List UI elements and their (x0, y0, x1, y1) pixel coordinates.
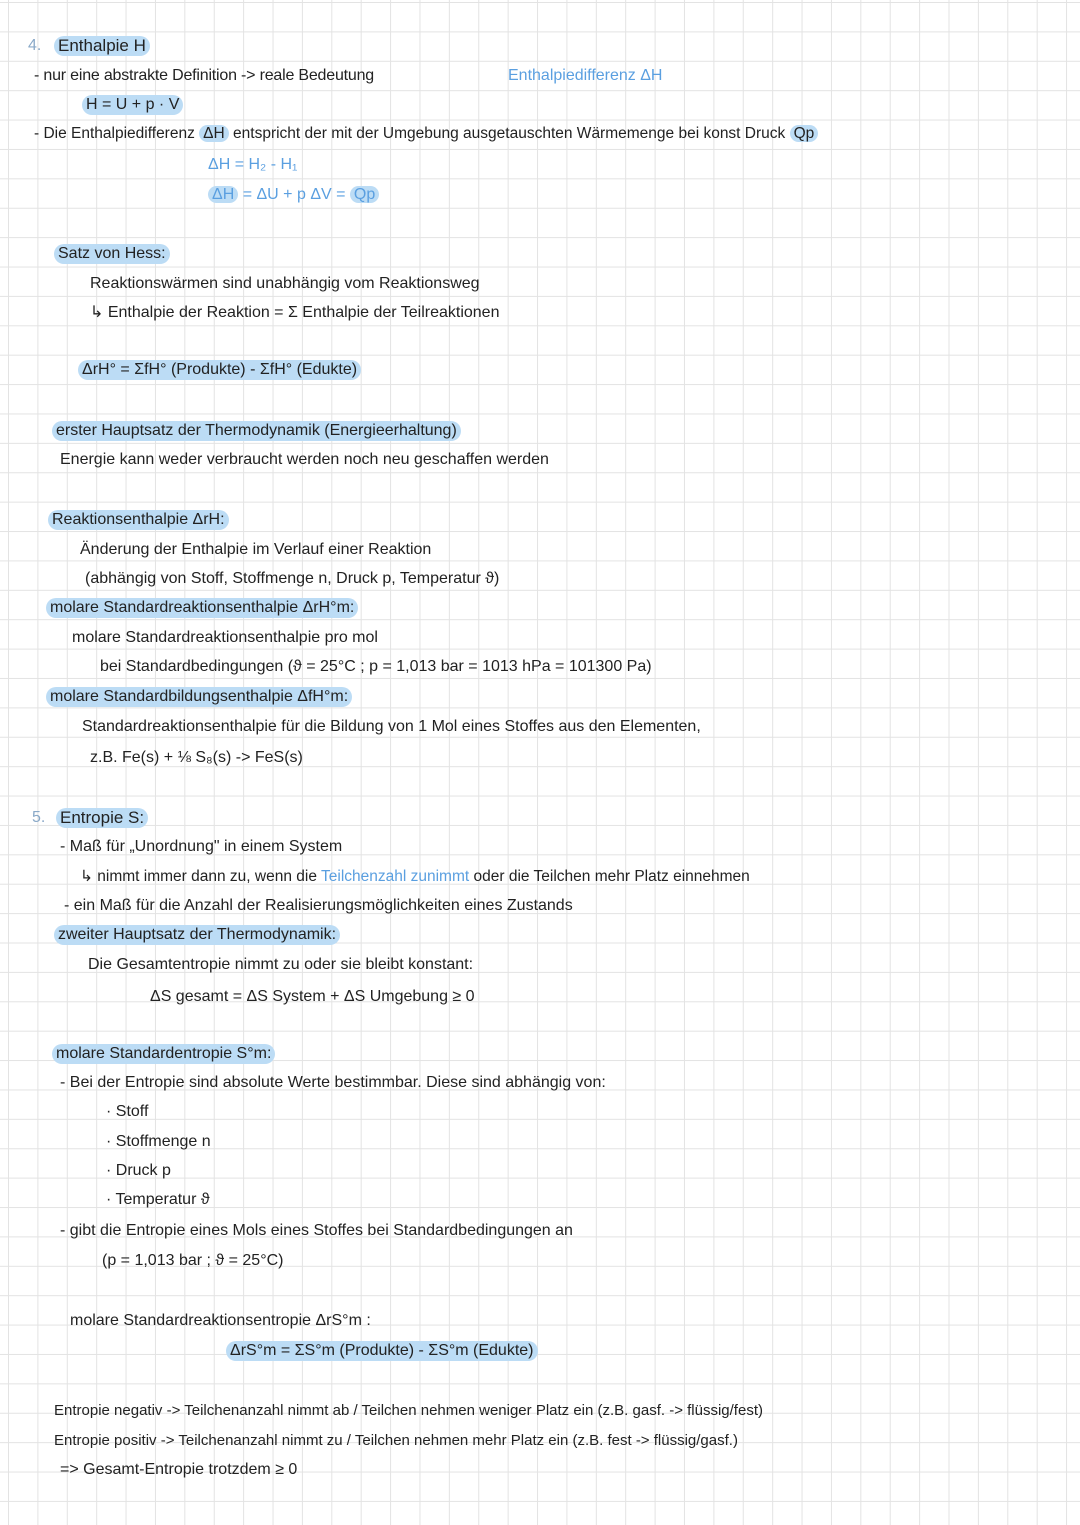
text: - Die Enthalpiedifferenz (34, 125, 195, 142)
text: = ΔU + p ΔV = (242, 186, 346, 203)
list-item: · Temperatur ϑ (106, 1191, 210, 1208)
text-line: Entropie negativ -> Teilchenanzahl nimmt ab / Teilchen nehmen weniger Platz ein (z.B. gasf. -> flüssig/fest) (54, 1402, 763, 1419)
qp: Qp (790, 125, 819, 142)
qp: Qp (350, 186, 379, 203)
text: ↳ nimmt immer dann zu, wenn die (80, 868, 317, 885)
formula: H = U + p · V (82, 95, 183, 115)
heading: molare Standardreaktionsenthalpie ΔrH°m: (46, 598, 358, 618)
text-line: - nur eine abstrakte Definition -> reale Bedeutung (34, 67, 374, 84)
heading: Satz von Hess: (54, 244, 170, 264)
text-blue: Teilchenzahl zunimmt (321, 868, 470, 885)
text-line: (abhängig von Stoff, Stoffmenge n, Druck p, Temperatur ϑ) (85, 570, 500, 587)
text-line: Änderung der Enthalpie im Verlauf einer Reaktion (80, 541, 432, 558)
text-line: => Gesamt-Entropie trotzdem ≥ 0 (60, 1461, 298, 1478)
list-item: · Stoff (106, 1103, 149, 1120)
text-line: - gibt die Entropie eines Mols eines Stoffes bei Standardbedingungen an (60, 1222, 573, 1239)
equation: ΔS gesamt = ΔS System + ΔS Umgebung ≥ 0 (150, 988, 475, 1005)
formula: ΔrS°m = ΣS°m (Produkte) - ΣS°m (Edukte) (226, 1341, 538, 1361)
text-line: Die Gesamtentropie nimmt zu oder sie bleibt konstant: (88, 956, 474, 973)
text-line: ↳ Enthalpie der Reaktion = Σ Enthalpie der Teilreaktionen (90, 304, 500, 321)
text-line: Standardreaktionsenthalpie für die Bildung von 1 Mol eines Stoffes aus den Elementen, (82, 718, 701, 735)
text-line (34, 124, 818, 144)
heading: Reaktionsenthalpie ΔrH: (48, 510, 229, 530)
heading: molare Standardreaktionsentropie ΔrS°m : (70, 1312, 371, 1329)
list-item: · Stoffmenge n (106, 1133, 211, 1150)
text-line: molare Standardreaktionsenthalpie pro mol (72, 629, 378, 646)
text-line: - Bei der Entropie sind absolute Werte bestimmbar. Diese sind abhängig von: (60, 1074, 606, 1091)
equation (208, 185, 379, 205)
section-title: Entropie S: (56, 808, 148, 828)
text-line: Energie kann weder verbraucht werden noch neu geschaffen werden (60, 451, 549, 468)
section-title: Enthalpie H (54, 36, 150, 56)
formula: ΔrH° = ΣfH° (Produkte) - ΣfH° (Edukte) (78, 360, 361, 380)
text-line (80, 867, 750, 887)
section-number: 5. (32, 809, 46, 826)
text-line-blue: Enthalpiedifferenz ΔH (508, 67, 663, 84)
text-line: Reaktionswärmen sind unabhängig vom Reaktionsweg (90, 275, 480, 292)
text-line: (p = 1,013 bar ; ϑ = 25°C) (102, 1252, 284, 1269)
heading: molare Standardentropie S°m: (52, 1044, 275, 1064)
heading: molare Standardbildungsenthalpie ΔfH°m: (46, 687, 352, 707)
text-line: - ein Maß für die Anzahl der Realisierungsmöglichkeiten eines Zustands (64, 897, 573, 914)
text-line: - Maß für „Unordnung" in einem System (60, 838, 343, 855)
list-item: · Druck p (106, 1162, 171, 1179)
text: oder die Teilchen mehr Platz einnehmen (473, 868, 750, 885)
text-line: Entropie positiv -> Teilchenanzahl nimmt zu / Teilchen nehmen mehr Platz ein (z.B. fest -> flüssig/gasf.) (54, 1432, 738, 1449)
heading: erster Hauptsatz der Thermodynamik (Energieerhaltung) (52, 421, 461, 441)
heading: zweiter Hauptsatz der Thermodynamik: (54, 925, 340, 945)
section-number: 4. (28, 37, 42, 54)
text: entspricht der mit der Umgebung ausgetauschten Wärmemenge bei konst Druck (233, 125, 786, 142)
text-line: bei Standardbedingungen (ϑ = 25°C ; p = 1,013 bar = 1013 hPa = 101300 Pa) (100, 658, 652, 675)
equation: ΔH = H₂ - H₁ (208, 156, 298, 173)
delta-h: ΔH (199, 125, 229, 142)
text-line: z.B. Fe(s) + ⅛ S₈(s) -> FeS(s) (90, 749, 303, 766)
delta-h: ΔH (208, 186, 238, 203)
